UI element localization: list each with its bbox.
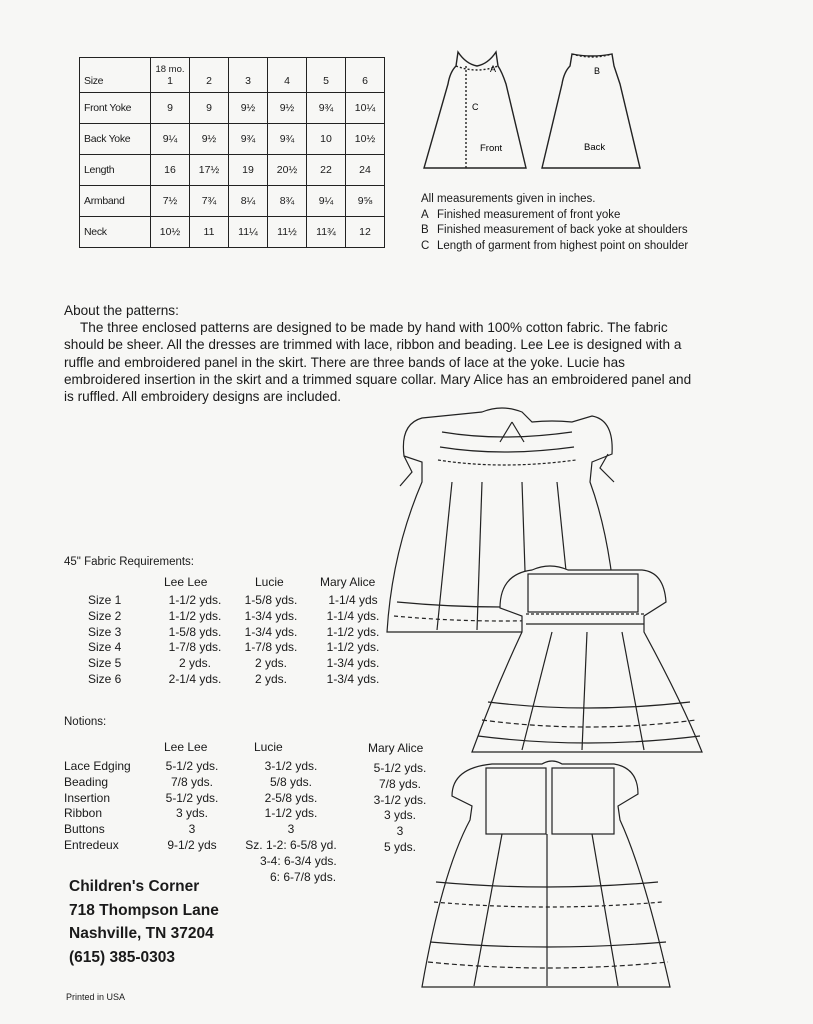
- fabric-col-header: Lucie: [255, 575, 284, 589]
- table-cell: 10: [307, 124, 346, 155]
- company-name: Children's Corner: [69, 878, 200, 895]
- fabric-value: 1-1/4 yds: [328, 593, 378, 607]
- fabric-value: 1-3/4 yds.: [326, 671, 380, 686]
- company-address: [69, 875, 219, 969]
- legend-text: Finished measurement of front yoke: [437, 208, 621, 221]
- dress-illustrations: [382, 402, 712, 1002]
- legend-text: Finished measurement of back yoke at shoulders: [437, 224, 688, 236]
- city-state-zip: Nashville, TN 37204: [69, 925, 214, 942]
- notion-value: 1-1/2 yds.: [264, 806, 318, 821]
- lucie-illustration: [472, 566, 702, 752]
- legend-key: C: [421, 239, 430, 252]
- label-b: B: [594, 66, 601, 76]
- lucie-entredeux-extra: [260, 854, 337, 886]
- table-cell: 24: [346, 155, 385, 186]
- notion-value: 5-1/2 yds.: [165, 790, 219, 805]
- notion-value: 7/8 yds.: [378, 776, 422, 791]
- fabric-size: Size 5: [88, 656, 122, 671]
- table-row: [80, 186, 385, 217]
- legend-item: [421, 223, 711, 239]
- header-cell: 3: [229, 58, 268, 93]
- header-cell: 4: [268, 58, 307, 93]
- notion-value: 3-4: 6-3/4 yds.: [260, 854, 337, 868]
- fabric-value: 1-1/4 yds.: [326, 608, 380, 623]
- table-cell: 11½: [268, 217, 307, 248]
- fabric-size: Size 6: [88, 671, 122, 686]
- table-cell: 22: [307, 155, 346, 186]
- row-label: Neck: [80, 217, 151, 248]
- table-header-row: [80, 58, 385, 93]
- fabric-value: 1-5/8 yds.: [168, 624, 222, 639]
- notions-title: Notions:: [64, 716, 107, 728]
- fabric-value: 1-1/2 yds.: [326, 640, 380, 655]
- table-row: [80, 93, 385, 124]
- legend-key: B: [421, 224, 429, 236]
- header-cell: 2: [190, 58, 229, 93]
- fabric-size: Size 4: [88, 640, 122, 655]
- fabric-value: 2-1/4 yds.: [168, 671, 222, 686]
- notion-value: 2-5/8 yds.: [264, 790, 318, 805]
- table-cell: 16: [151, 155, 190, 186]
- notion-value: 3: [287, 822, 295, 837]
- notion-value: 5-1/2 yds.: [165, 759, 219, 773]
- table-row: [80, 124, 385, 155]
- table-cell: 9: [151, 93, 190, 124]
- notion-value: 9-1/2 yds: [167, 837, 217, 852]
- table-cell: 9½: [229, 93, 268, 124]
- notions-lucie-column: [232, 759, 350, 854]
- notion-value: 6: 6-7/8 yds.: [270, 869, 337, 884]
- table-cell: 9½: [268, 93, 307, 124]
- table-row: [80, 217, 385, 248]
- notion-item: Buttons: [64, 822, 105, 837]
- notion-item: Entredeux: [64, 837, 119, 852]
- fabric-requirements-title: 45" Fabric Requirements:: [64, 556, 194, 568]
- fabric-value: 1-3/4 yds.: [244, 624, 298, 639]
- table-cell: 9¾: [307, 93, 346, 124]
- row-label: Front Yoke: [80, 93, 151, 124]
- table-cell: 9¾: [229, 124, 268, 155]
- table-cell: 11: [190, 217, 229, 248]
- fabric-value: 1-1/2 yds.: [168, 608, 222, 623]
- table-cell: 9⅝: [346, 186, 385, 217]
- mary-alice-illustration: [422, 761, 670, 987]
- fabric-size: Size 1: [88, 593, 122, 607]
- table-cell: 10½: [151, 217, 190, 248]
- legend-intro: All measurements given in inches.: [421, 193, 596, 205]
- table-cell: 12: [346, 217, 385, 248]
- fabric-size-column: [88, 593, 121, 688]
- fabric-value: 1-7/8 yds.: [244, 640, 298, 655]
- notion-value: 5/8 yds.: [269, 774, 313, 789]
- label-a: A: [490, 64, 497, 74]
- notion-item: Ribbon: [64, 806, 103, 821]
- fabric-value: 1-1/2 yds.: [168, 593, 222, 607]
- table-cell: 10½: [346, 124, 385, 155]
- header-cell: Size: [80, 58, 151, 93]
- fabric-value: 1-1/2 yds.: [326, 624, 380, 639]
- street-address: 718 Thompson Lane: [69, 901, 219, 919]
- table-cell: 9: [190, 93, 229, 124]
- legend-item: [421, 239, 711, 255]
- notions-item-column: [64, 759, 131, 854]
- notion-value: 3-1/2 yds.: [264, 759, 318, 773]
- notions-col-header: Lucie: [254, 740, 283, 754]
- notion-value: 3-1/2 yds.: [373, 792, 427, 807]
- table-cell: 9¼: [307, 186, 346, 217]
- fabric-lucie-column: [236, 593, 306, 688]
- fabric-value: 2 yds.: [178, 656, 211, 671]
- fabric-value: 1-3/4 yds.: [326, 656, 380, 671]
- notion-value: 5 yds.: [383, 839, 416, 854]
- table-cell: 7½: [151, 186, 190, 217]
- printed-in-usa: Printed in USA: [66, 992, 126, 1002]
- table-cell: 8¼: [229, 186, 268, 217]
- fabric-value: 2 yds.: [254, 671, 287, 686]
- notion-item: Lace Edging: [64, 759, 131, 773]
- table-cell: 20½: [268, 155, 307, 186]
- header-cell: 6: [346, 58, 385, 93]
- table-cell: 8¾: [268, 186, 307, 217]
- notion-value: 3: [188, 822, 196, 837]
- notion-value: 7/8 yds.: [170, 774, 214, 789]
- label-c: C: [472, 102, 479, 112]
- yoke-diagram: [418, 44, 690, 176]
- fabric-lee-lee-column: [160, 593, 230, 688]
- table-cell: 17½: [190, 155, 229, 186]
- notion-value: 3 yds.: [383, 808, 416, 823]
- notions-col-header: Mary Alice: [368, 741, 424, 755]
- notion-value: 3 yds.: [175, 806, 208, 821]
- phone-number: (615) 385-0303: [69, 948, 175, 966]
- notions-lee-lee-column: [156, 759, 228, 854]
- fabric-value: 1-3/4 yds.: [244, 608, 298, 623]
- table-cell: 11¾: [307, 217, 346, 248]
- table-cell: 7¾: [190, 186, 229, 217]
- header-cell: 18 mo. 1: [151, 58, 190, 93]
- fabric-size: Size 2: [88, 608, 122, 623]
- front-label: Front: [480, 143, 503, 154]
- row-label: Armband: [80, 186, 151, 217]
- table-cell: 11¼: [229, 217, 268, 248]
- about-section: [64, 302, 704, 405]
- notions-mary-alice-column: [360, 761, 440, 856]
- legend-key: A: [421, 208, 429, 221]
- table-cell: 9¼: [151, 124, 190, 155]
- row-label: Length: [80, 155, 151, 186]
- table-row: [80, 155, 385, 186]
- notion-value: 3: [396, 824, 404, 839]
- notion-item: Insertion: [64, 790, 111, 805]
- header-cell: 5: [307, 58, 346, 93]
- table-cell: 19: [229, 155, 268, 186]
- notion-value: 5-1/2 yds.: [373, 761, 427, 775]
- notions-col-header: Lee Lee: [164, 740, 208, 754]
- fabric-mary-alice-column: [316, 593, 390, 688]
- legend-item: [421, 208, 711, 224]
- notion-value: Sz. 1-2: 6-5/8 yd.: [245, 837, 337, 852]
- fabric-size: Size 3: [88, 624, 122, 639]
- fabric-value: 1-7/8 yds.: [168, 640, 222, 655]
- table-cell: 9½: [190, 124, 229, 155]
- row-label: Back Yoke: [80, 124, 151, 155]
- fabric-value: 2 yds.: [254, 656, 287, 671]
- back-label: Back: [584, 142, 606, 153]
- fabric-value: 1-5/8 yds.: [244, 593, 298, 607]
- size-table: [79, 57, 385, 248]
- legend-text: Length of garment from highest point on shoulder: [437, 239, 689, 252]
- measurement-legend: [421, 192, 711, 254]
- table-cell: 9¾: [268, 124, 307, 155]
- fabric-col-header: Lee Lee: [164, 575, 208, 589]
- fabric-col-header: Mary Alice: [320, 575, 376, 589]
- table-cell: 10¼: [346, 93, 385, 124]
- notion-item: Beading: [64, 774, 109, 789]
- about-body: The three enclosed patterns are designed to be made by hand with 100% cotton fabric. The fabric should be sheer. All the dresses are trimmed with lace, ribbon and beading. Lee Lee is designed with a ruffle and embroidered panel in the skirt. There are three bands of lace at the yoke. Lucie has embroidered insertion in the skirt and a trimmed square collar. Mary Alice has an embroidered panel and is ruffled. All embroidery designs are included.: [64, 320, 692, 405]
- about-heading: About the patterns:: [64, 303, 179, 318]
